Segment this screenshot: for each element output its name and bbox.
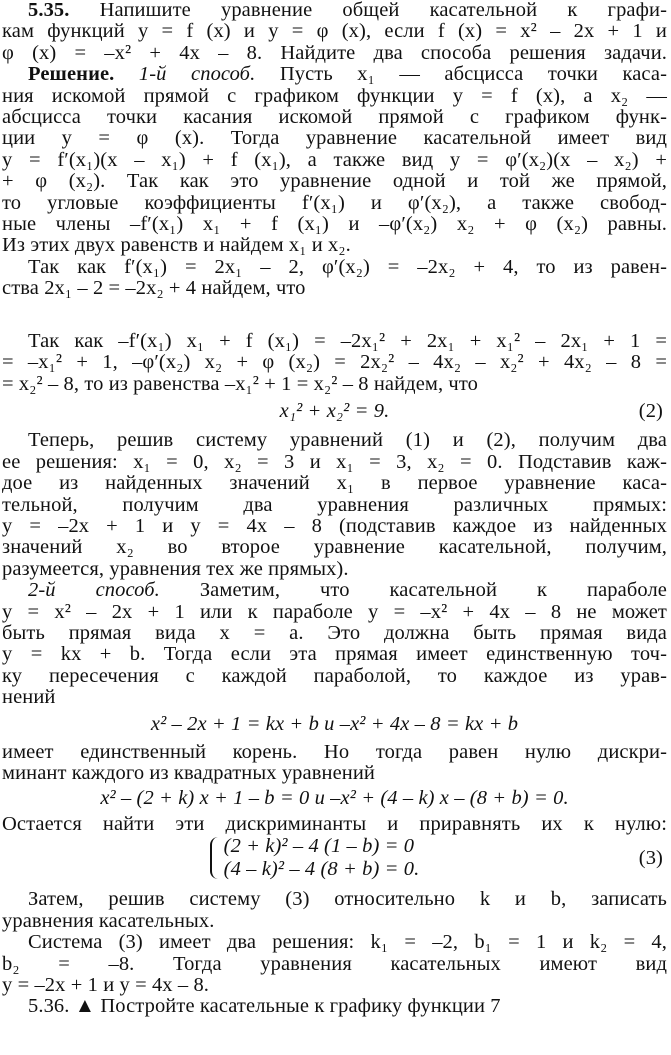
equation-pair: x² – 2x + 1 = kx + b и –x² + 4x – 8 = kx + b bbox=[150, 712, 519, 735]
textbook-page bbox=[2, 0, 667, 1018]
system-3 bbox=[2, 835, 667, 885]
text-line: абсцисса точки касания искомой прямой с графиком функ- bbox=[2, 105, 667, 128]
solution-label: Решение. bbox=[28, 63, 115, 86]
system-row-2: (4 – k)² – 4 (8 + b) = 0. bbox=[223, 858, 420, 881]
problem-statement bbox=[2, 0, 667, 64]
text-line: ния искомой прямой с графиком функции y = f (x), а x₂ — bbox=[2, 84, 667, 107]
equation-number-3: (3) bbox=[638, 847, 663, 870]
equation-number-2: (2) bbox=[638, 400, 663, 423]
text-line: Остается найти эти дискриминанты и приравнять их к нулю: bbox=[2, 813, 667, 836]
text-line: разумеется, уравнения тех же прямых). bbox=[2, 557, 349, 580]
text-line: Из этих двух равенств и найдем x₁ и x₂. bbox=[2, 234, 351, 257]
text-line: y = –2x + 1 и y = 4x – 8 (подставив каждое из найденных bbox=[2, 514, 667, 537]
equation-2: x₁² + x₂² = 9. (2) bbox=[279, 400, 663, 423]
equation-quadratics: x² – (2 + k) x + 1 – b = 0 и –x² + (4 – k) x – (8 + b) = 0. bbox=[100, 786, 569, 809]
solution-line-1: Решение. 1-й способ. Пусть x₁ — абсцисса точки каса- bbox=[28, 63, 667, 86]
text-line: b₂ = –8. Тогда уравнения касательных имеют вид bbox=[2, 952, 667, 975]
problem-line-1: 5.35. Напишите уравнение общей касательной к графи- bbox=[28, 0, 667, 21]
text-line: y = x² – 2x + 1 или к параболе y = –x² + 4x – 8 не может bbox=[2, 600, 667, 623]
text-line: y = f′(x₁)(x – x₁) + f (x₁), а также вид y = φ′(x₂)(x – x₂) + bbox=[2, 148, 667, 171]
text-line: ции y = φ (x). Тогда уравнение касательной имеет вид bbox=[2, 127, 667, 150]
solution-method-1 bbox=[2, 64, 667, 580]
text-line: нений bbox=[2, 686, 56, 709]
method-2-label: 2-й способ. bbox=[28, 579, 160, 602]
text-line: значений x₂ во второе уравнение касательной, получим, bbox=[2, 536, 667, 559]
text-line: = –x₁² + 1, –φ′(x₂) x₂ + φ (x₂) = 2x₂² – 4x₂ – x₂² + 4x₂ – 8 = bbox=[2, 351, 667, 374]
problem-line-2: кам функций y = f (x) и y = φ (x), если f (x) = x² – 2x + 1 и bbox=[2, 20, 667, 43]
text-line: ку пересечения с каждой параболой, то каждое из урав- bbox=[2, 664, 667, 687]
left-brace-icon bbox=[210, 837, 221, 879]
text-line: быть прямая вида x = a. Это должна быть прямая вида bbox=[2, 621, 667, 644]
text-line: дое из найденных значений x₁ в первое уравнение каса- bbox=[2, 472, 667, 495]
text-line: = x₂² – 8, то из равенства –x₁² + 1 = x₂² – 8 найдем, что bbox=[2, 372, 478, 395]
text-line: Теперь, решив систему уравнений (1) и (2), получим два bbox=[28, 429, 667, 452]
text-line: ее решения: x₁ = 0, x₂ = 3 и x₁ = 3, x₂ = 0. Подставив каж- bbox=[2, 450, 667, 473]
system-row-1: (2 + k)² – 4 (1 – b) = 0 bbox=[223, 835, 415, 858]
text-line: y = –2x + 1 и y = 4x – 8. bbox=[2, 974, 210, 997]
cut-off-next-problem: 5.36. ▲ Постройте касательные к графику функции 7 bbox=[28, 995, 501, 1018]
text-line: то угловые коэффициенты f′(x₁) и φ′(x₂), а также свобод- bbox=[2, 191, 667, 214]
text-line: 2-й способ. Заметим, что касательной к параболе bbox=[28, 579, 667, 602]
problem-line-3: φ (x) = –x² + 4x – 8. Найдите два способа решения задачи. bbox=[2, 41, 667, 64]
solution-method-2 bbox=[2, 579, 667, 1018]
text-line: y = kx + b. Тогда если эта прямая имеет единственную точ- bbox=[2, 643, 667, 666]
text-line: Система (3) имеет два решения: k₁ = –2, b₁ = 1 и k₂ = 4, bbox=[28, 931, 667, 954]
text-line: Так как –f′(x₁) x₁ + f (x₁) = –2x₁² + 2x₁ + x₁² – 2x₁ + 1 = bbox=[28, 329, 667, 352]
text-line: Так как f′(x₁) = 2x₁ – 2, φ′(x₂) = –2x₂ + 4, то из равен- bbox=[28, 255, 667, 278]
method-1-label: 1-й способ. bbox=[138, 63, 256, 86]
problem-number: 5.35. bbox=[28, 0, 70, 21]
text-line: уравнения касательных. bbox=[2, 909, 215, 932]
text-line: имеет единственный корень. Но тогда равен нулю дискри- bbox=[2, 740, 667, 763]
text-line: тельной, получим два уравнения различных прямых: bbox=[2, 493, 667, 516]
text-line: Затем, решив систему (3) относительно k и b, записать bbox=[28, 888, 667, 911]
text-line: ные члены –f′(x₁) x₁ + f (x₁) и –φ′(x₂) x₂ + φ (x₂) равны. bbox=[2, 212, 667, 235]
text-line: + φ (x₂). Так как это уравнение одной и той же прямой, bbox=[2, 170, 667, 193]
missing-equation-1-gap bbox=[2, 299, 667, 320]
text-line: минант каждого из квадратных уравнений bbox=[2, 762, 375, 785]
text-line: ства 2x₁ – 2 = –2x₂ + 4 найдем, что bbox=[2, 277, 306, 300]
